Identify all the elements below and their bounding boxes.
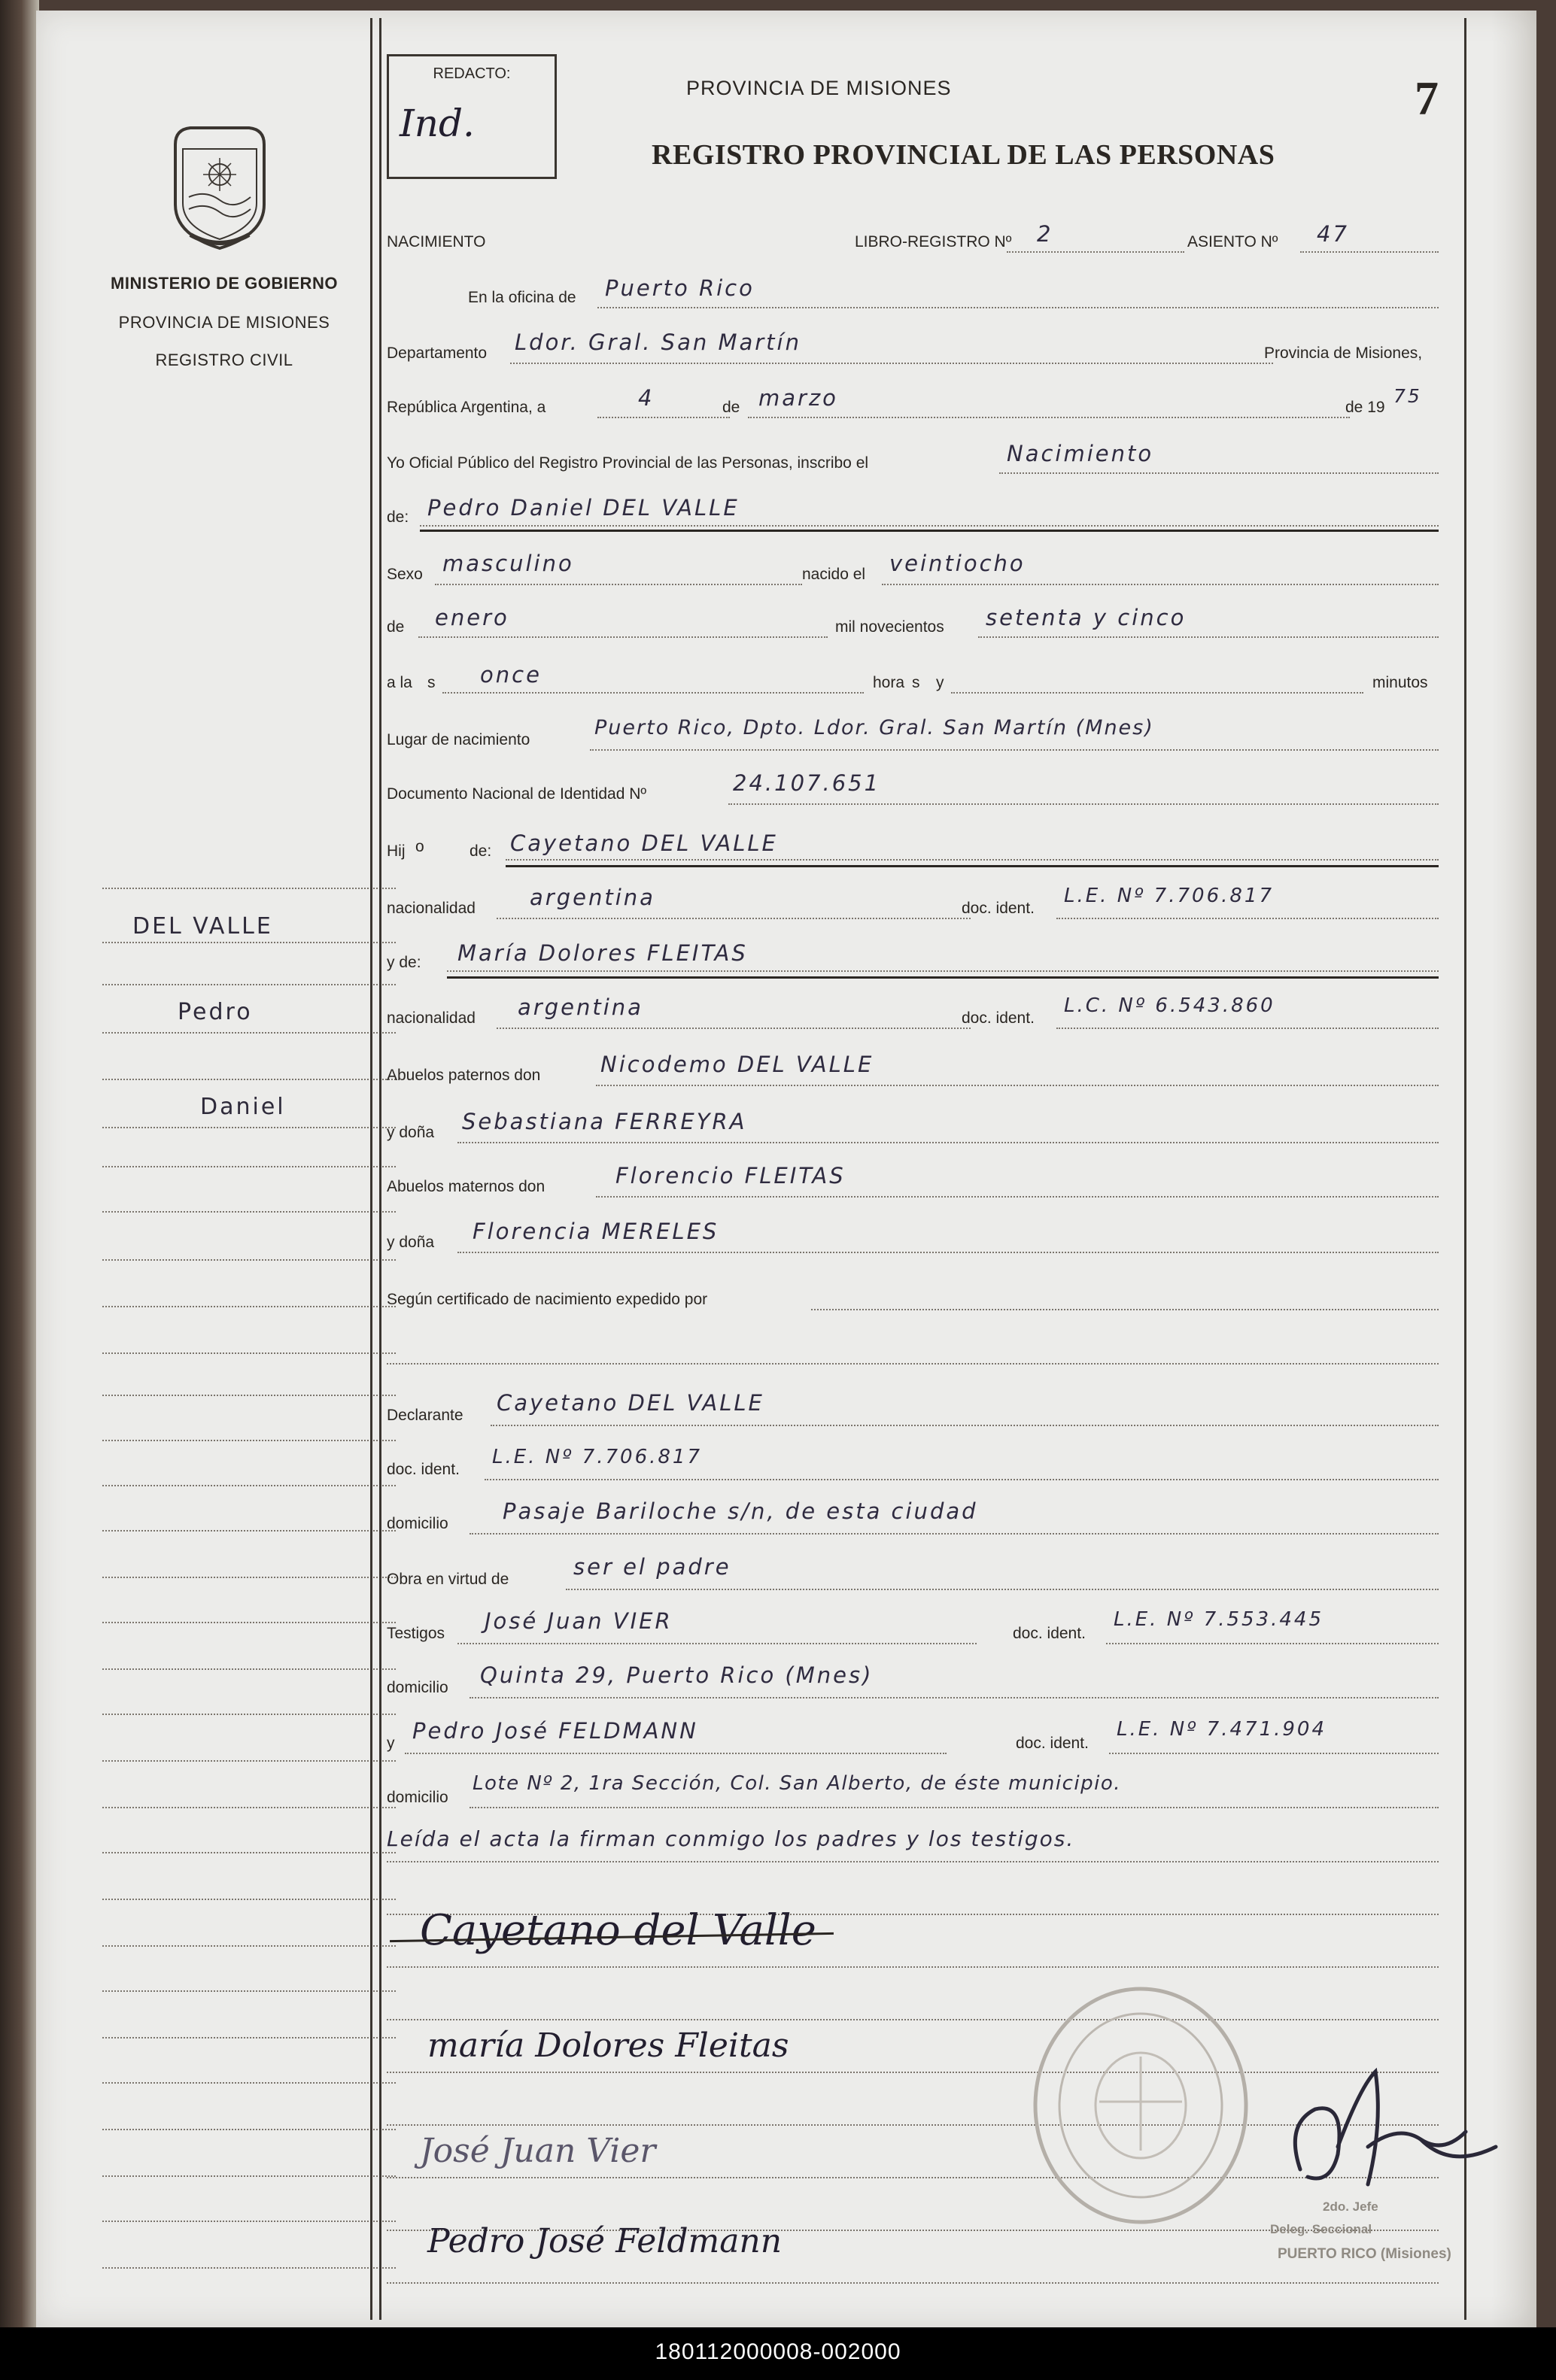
nacido-label: nacido el [802, 566, 866, 583]
minutos-label: minutos [1372, 674, 1428, 691]
hijo-suffix: o [415, 838, 424, 855]
nacido-line [882, 584, 1439, 585]
signature-witness-1: José Juan Vier [420, 2132, 656, 2170]
signature-witness-2: Pedro José Feldmann [427, 2222, 783, 2260]
domicilio-t2-line [470, 1807, 1439, 1808]
archive-id: 180112000008-002000 [655, 2339, 901, 2364]
segun-label: Según certificado de nacimiento expedido por [387, 1291, 708, 1308]
republica-label: República Argentina, a [387, 399, 546, 416]
left-margin-column [36, 11, 370, 2327]
redacto-label: REDACTO: [433, 65, 511, 82]
libro-line [1007, 251, 1184, 253]
obra-line [566, 1589, 1439, 1590]
margin-rule [102, 1211, 396, 1213]
hora-label: hora [873, 674, 905, 691]
obra-label: Obra en virtud de [387, 1571, 509, 1588]
alas-suffix: s [427, 674, 436, 691]
mes-nac-line [418, 636, 828, 638]
margin-rule [102, 1622, 396, 1623]
province-name: PROVINCIA DE MISIONES [118, 313, 330, 332]
abuelos-mat-label: Abuelos maternos don [387, 1178, 546, 1195]
domicilio-label-t1: domicilio [387, 1679, 448, 1696]
departamento-label: Departamento [387, 345, 488, 362]
sexo-value: masculino [442, 551, 574, 576]
margin-rule [102, 1852, 396, 1853]
hora-suffix: s [912, 674, 920, 691]
column-rule-left-inner [379, 18, 381, 2320]
abuelos-pat-label: Abuelos paternos don [387, 1067, 541, 1084]
inscribo-line [999, 472, 1439, 474]
clerk-signature-icon [1270, 2057, 1511, 2215]
margin-rule [102, 2082, 396, 2084]
hora-line [442, 692, 864, 694]
margin-rule [102, 1352, 396, 1354]
libro-value: 2 [1037, 221, 1053, 247]
signature-mother: maría Dolores Fleitas [427, 2026, 789, 2065]
nac-madre-value: argentina [518, 994, 643, 1020]
alas-label: a la [387, 674, 412, 691]
provincia-label: Provincia de Misiones, [1264, 345, 1423, 362]
de-label-name: de: [387, 508, 409, 526]
oficial-text: Yo Oficial Público del Registro Provincial de las Personas, inscribo el [387, 454, 869, 472]
nacido-value: veintiocho [889, 551, 1026, 576]
document-page [36, 11, 1536, 2327]
testigo1-value: José Juan VIER [485, 1608, 673, 1634]
margin-rule [102, 1668, 396, 1670]
registry-name: REGISTRO CIVIL [155, 351, 293, 369]
margin-rule [102, 1079, 396, 1080]
doc-t2-line [1109, 1753, 1439, 1754]
yde-label: y de: [387, 954, 421, 971]
declarante-value: Cayetano DEL VALLE [497, 1390, 764, 1416]
obra-value: ser el padre [573, 1554, 731, 1580]
sexo-label: Sexo [387, 566, 423, 583]
page-number: 7 [1415, 71, 1439, 125]
asiento-label: ASIENTO Nº [1187, 233, 1278, 250]
abuelo-pat-value: Nicodemo DEL VALLE [600, 1052, 874, 1077]
testigo2-value: Pedro José FELDMANN [412, 1718, 698, 1744]
redacto-signature: Ind. [400, 102, 475, 145]
mes-value: marzo [758, 385, 838, 411]
oficina-value: Puerto Rico [605, 275, 755, 301]
doc-ident-label-padre: doc. ident. [962, 900, 1035, 917]
clerk-office: Deleg. Seccional [1270, 2222, 1372, 2236]
nacionalidad-label-madre: nacionalidad [387, 1009, 476, 1027]
declarante-line [491, 1425, 1439, 1426]
dni-value: 24.107.651 [733, 770, 881, 796]
provincial-seal-icon [168, 122, 272, 251]
doc-madre-value: L.C. Nº 6.543.860 [1064, 994, 1275, 1017]
madre-line [447, 970, 1439, 972]
asiento-line [1300, 251, 1439, 253]
nombre-value: Pedro Daniel DEL VALLE [427, 495, 740, 521]
doc-madre-line [1056, 1028, 1439, 1029]
nombre-line [420, 525, 1439, 527]
nacionalidad-label-padre: nacionalidad [387, 900, 476, 917]
margin-rule [102, 2221, 396, 2222]
margin-rule [102, 1807, 396, 1808]
mes-nac-value: enero [435, 605, 509, 630]
domicilio-label-decl: domicilio [387, 1515, 448, 1532]
anio-nac-value: setenta y cinco [986, 605, 1187, 630]
doc-decl-value: L.E. Nº 7.706.817 [492, 1446, 702, 1468]
doc-padre-line [1056, 918, 1439, 919]
minutos-line [951, 692, 1363, 694]
abuelo-pat-line [596, 1085, 1439, 1086]
margin-rule [102, 1485, 396, 1486]
domicilio-t2-value: Lote Nº 2, 1ra Sección, Col. San Alberto, de éste municipio. [473, 1772, 1122, 1795]
de-label-mes: de [387, 618, 405, 636]
margin-rule [102, 1259, 396, 1261]
declarante-label: Declarante [387, 1407, 463, 1424]
signature-rule [387, 1966, 1439, 1968]
margin-rule [102, 1440, 396, 1441]
hijo-label: Hij [387, 842, 406, 860]
margin-rule [102, 1395, 396, 1396]
y-label: y [936, 674, 944, 691]
margin-rule [102, 2129, 396, 2130]
nombre-underline [420, 530, 1439, 532]
madre-underline [447, 976, 1439, 979]
redacto-box [387, 54, 557, 179]
oficina-label: En la oficina de [468, 289, 576, 306]
official-stamp-icon [1028, 1981, 1254, 2230]
departamento-line [510, 363, 1273, 364]
doc-ident-label-madre: doc. ident. [962, 1009, 1035, 1027]
book-binding [0, 0, 39, 2332]
margin-rule [102, 1760, 396, 1762]
doc-ident-label-t1: doc. ident. [1013, 1625, 1086, 1642]
doc-decl-line [485, 1479, 1439, 1480]
nac-padre-line [497, 918, 971, 919]
departamento-value: Ldor. Gral. San Martín [515, 329, 801, 355]
signature-rule [387, 2019, 1439, 2020]
margin-rule [102, 1714, 396, 1715]
clerk-title: 2do. Jefe [1323, 2199, 1378, 2214]
anio-value: 75 [1393, 385, 1422, 407]
margin-middle-name: Daniel [200, 1094, 286, 1120]
padre-underline [506, 865, 1439, 867]
doc-t2-value: L.E. Nº 7.471.904 [1117, 1718, 1327, 1741]
column-rule-left [370, 18, 372, 2320]
header-province: PROVINCIA DE MISIONES [686, 77, 952, 99]
lugar-line [590, 749, 1439, 751]
margin-rule [102, 2267, 396, 2269]
clerk-location: PUERTO RICO (Misiones) [1278, 2246, 1451, 2262]
abuelo-mat-value: Florencio FLEITAS [615, 1163, 846, 1188]
margin-rule [102, 2037, 396, 2038]
domicilio-decl-value: Pasaje Bariloche s/n, de esta ciudad [503, 1498, 978, 1524]
anio-nac-line [978, 636, 1439, 638]
margin-rule [102, 1577, 396, 1578]
ministry-name: MINISTERIO DE GOBIERNO [111, 274, 338, 293]
testigo1-line [457, 1643, 977, 1644]
nacimiento-label: NACIMIENTO [387, 233, 486, 250]
mil-label: mil novecientos [835, 618, 944, 636]
header-title: REGISTRO PROVINCIAL DE LAS PERSONAS [652, 139, 1275, 171]
padre-value: Cayetano DEL VALLE [510, 830, 778, 856]
abuela-mat-line [457, 1252, 1439, 1253]
oficina-line [597, 307, 1439, 308]
margin-rule [102, 1990, 396, 1992]
doc-padre-value: L.E. Nº 7.706.817 [1064, 885, 1274, 907]
abuela-pat-value: Sebastiana FERREYRA [462, 1109, 747, 1134]
abuela-mat-value: Florencia MERELES [473, 1219, 719, 1244]
lugar-label: Lugar de nacimiento [387, 731, 530, 748]
margin-rule [102, 1032, 396, 1034]
ydona-label-pat: y doña [387, 1124, 435, 1141]
column-rule-right [1464, 18, 1466, 2320]
abuelo-mat-line [596, 1196, 1439, 1198]
margin-rule [102, 984, 396, 985]
margin-rule [102, 1945, 396, 1947]
segun-line-2 [387, 1363, 1439, 1365]
doc-ident-label-t2: doc. ident. [1016, 1735, 1089, 1752]
dni-line [728, 803, 1439, 805]
mes-line [748, 417, 1350, 418]
margin-rule [102, 1127, 396, 1128]
testigos-label: Testigos [387, 1625, 445, 1642]
y-label-t2: y [387, 1735, 395, 1752]
domicilio-label-t2: domicilio [387, 1789, 448, 1806]
margin-first-name: Pedro [178, 999, 253, 1025]
padre-line [506, 859, 1439, 861]
dia-value: 4 [638, 385, 655, 411]
de-label: de [722, 399, 740, 416]
doc-ident-label-decl: doc. ident. [387, 1461, 460, 1478]
doc-t1-value: L.E. Nº 7.553.445 [1114, 1608, 1324, 1631]
margin-rule [102, 888, 396, 889]
domicilio-decl-line [470, 1533, 1439, 1535]
de-anio-label: de 19 [1345, 399, 1385, 416]
hijo-de-label: de: [470, 842, 492, 860]
signature-father: Cayetano del Valle [420, 1906, 816, 1955]
sexo-line [435, 584, 802, 585]
margin-rule [102, 2175, 396, 2177]
signature-rule [387, 2282, 1439, 2284]
dia-line [597, 417, 730, 418]
domicilio-t1-line [470, 1697, 1439, 1698]
margin-rule [102, 1530, 396, 1532]
segun-line [811, 1309, 1439, 1310]
leida-value: Leída el acta la firman conmigo los padres y los testigos. [387, 1826, 1075, 1851]
domicilio-t1-value: Quinta 29, Puerto Rico (Mnes) [480, 1662, 874, 1688]
margin-rule [102, 1166, 396, 1167]
nac-padre-value: argentina [530, 885, 655, 910]
libro-label: LIBRO-REGISTRO Nº [855, 233, 1012, 250]
abuela-pat-line [457, 1142, 1439, 1143]
hora-value: once [480, 662, 542, 688]
margin-rule [102, 1899, 396, 1900]
margin-rule [102, 942, 396, 943]
asiento-value: 47 [1317, 221, 1349, 247]
testigo2-line [405, 1753, 947, 1754]
ydona-label-mat: y doña [387, 1234, 435, 1251]
lugar-value: Puerto Rico, Dpto. Ldor. Gral. San Martín (Mnes) [594, 716, 1154, 739]
nac-madre-line [497, 1028, 971, 1029]
margin-rule [102, 1306, 396, 1307]
leida-line [387, 1861, 1439, 1862]
page-edge-shadow [1491, 11, 1536, 2327]
margin-surname: DEL VALLE [132, 913, 273, 940]
inscribo-value: Nacimiento [1007, 441, 1154, 466]
doc-t1-line [1106, 1643, 1439, 1644]
madre-value: María Dolores FLEITAS [457, 940, 748, 966]
dni-label: Documento Nacional de Identidad Nº [387, 785, 647, 803]
